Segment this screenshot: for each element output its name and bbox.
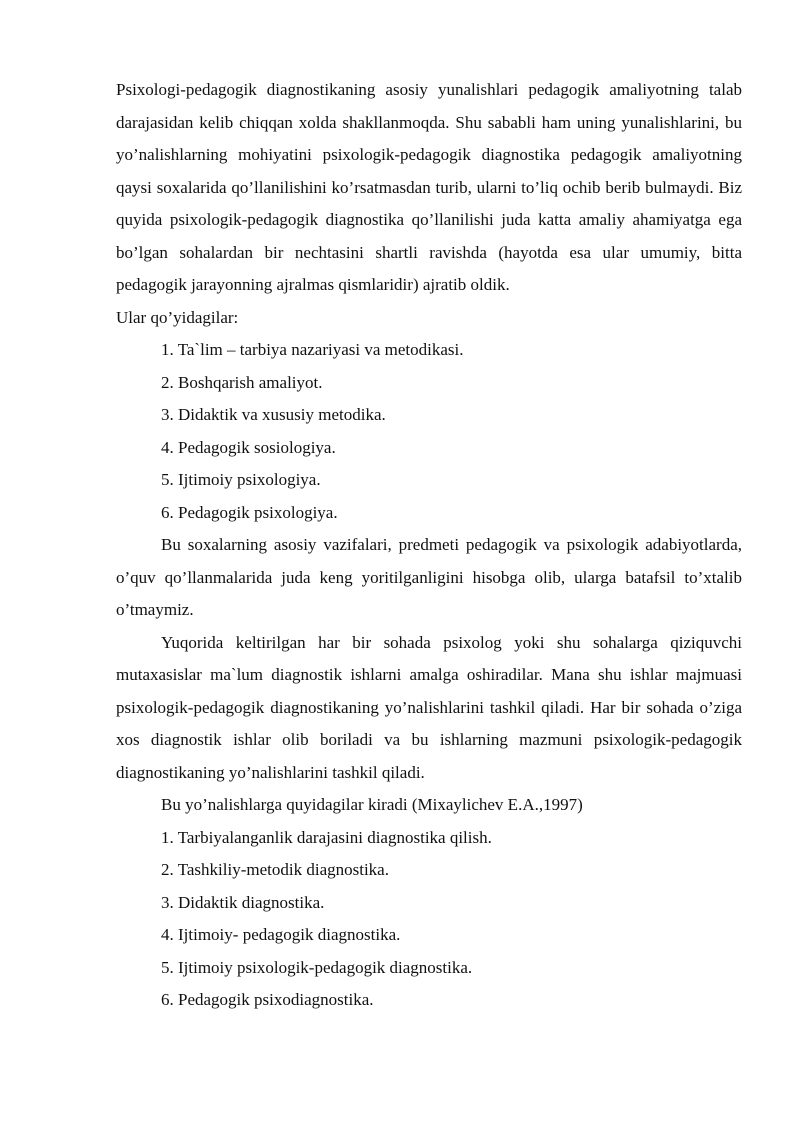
list-item: 5. Ijtimoiy psixologik-pedagogik diagnostika.	[161, 957, 473, 977]
fields-list	[116, 334, 742, 529]
list-item: 3. Didaktik diagnostika.	[161, 892, 325, 912]
list-item: 6. Pedagogik psixodiagnostika.	[161, 990, 374, 1009]
list-item: 3. Didaktik va xususiy metodika.	[161, 405, 386, 424]
list-item: 4. Ijtimoiy- pedagogik diagnostika.	[161, 925, 401, 944]
list-intro-fields: Ular qo’yidagilar:	[116, 307, 239, 327]
list-item: 1. Ta`lim – tarbiya nazariyasi va metodikasi.	[161, 340, 464, 359]
list-item: 2. Boshqarish amaliyot.	[161, 372, 323, 392]
paragraph-field-tasks: Bu soxalarning asosiy vazifalari, predmeti pedagogik va psixologik adabiyotlarda, o’quv qo’llanmalarida juda keng yoritilganligini hisobga olib, ularga batafsil to’xtalib o’tmaymiz.	[116, 535, 742, 619]
list-intro-directions: Bu yo’nalishlarga quyidagilar kiradi (Mixaylichev E.A.,1997)	[161, 795, 583, 814]
document-body	[116, 74, 742, 1017]
list-item: 2. Tashkiliy-metodik diagnostika.	[161, 860, 389, 879]
paragraph-diagnostics-directions: Psixologi-pedagogik diagnostikaning asosiy yunalishlari pedagogik amaliyotning talab darajasidan kelib chiqqan xolda shakllanmoqda. Shu sababli ham uning yunalishlarini, bu yo’nalishlarning mohiyatini psixologik-pedagogik diagnostika pedagogik amaliyotning qaysi soxalarida qo’llanilishini ko’rsatmasdan turib, ularni to’liq ochib berib bulmaydi. Biz quyida psixologik-pedagogik diagnostika qo’llanilishi juda katta amaliy ahamiyatga ega bo’lgan sohalardan bir nechtasini shartli ravishda (hayotda esa ular umumiy, bitta pedagogik jarayonning ajralmas qismlaridir) ajratib oldik.	[116, 80, 742, 294]
list-item: 5. Ijtimoiy psixologiya.	[161, 470, 321, 489]
list-item: 4. Pedagogik sosiologiya.	[161, 437, 336, 457]
directions-list	[116, 822, 742, 1017]
list-item: 1. Tarbiyalanganlik darajasini diagnostika qilish.	[161, 827, 492, 847]
paragraph-diagnostic-work: Yuqorida keltirilgan har bir sohada psixolog yoki shu sohalarga qiziquvchi mutaxasislar ma`lum diagnostik ishlarni amalga oshiradilar. Mana shu ishlar majmuasi psixologik-pedagogik diagnostikaning yo’nalishlarini tashkil qiladi. Har bir sohada o’ziga xos diagnostik ishlar olib boriladi va bu ishlarning mazmuni psixologik-pedagogik diagnostikaning yo’nalishlarini tashkil qiladi.	[116, 632, 742, 782]
list-item: 6. Pedagogik psixologiya.	[161, 502, 338, 522]
